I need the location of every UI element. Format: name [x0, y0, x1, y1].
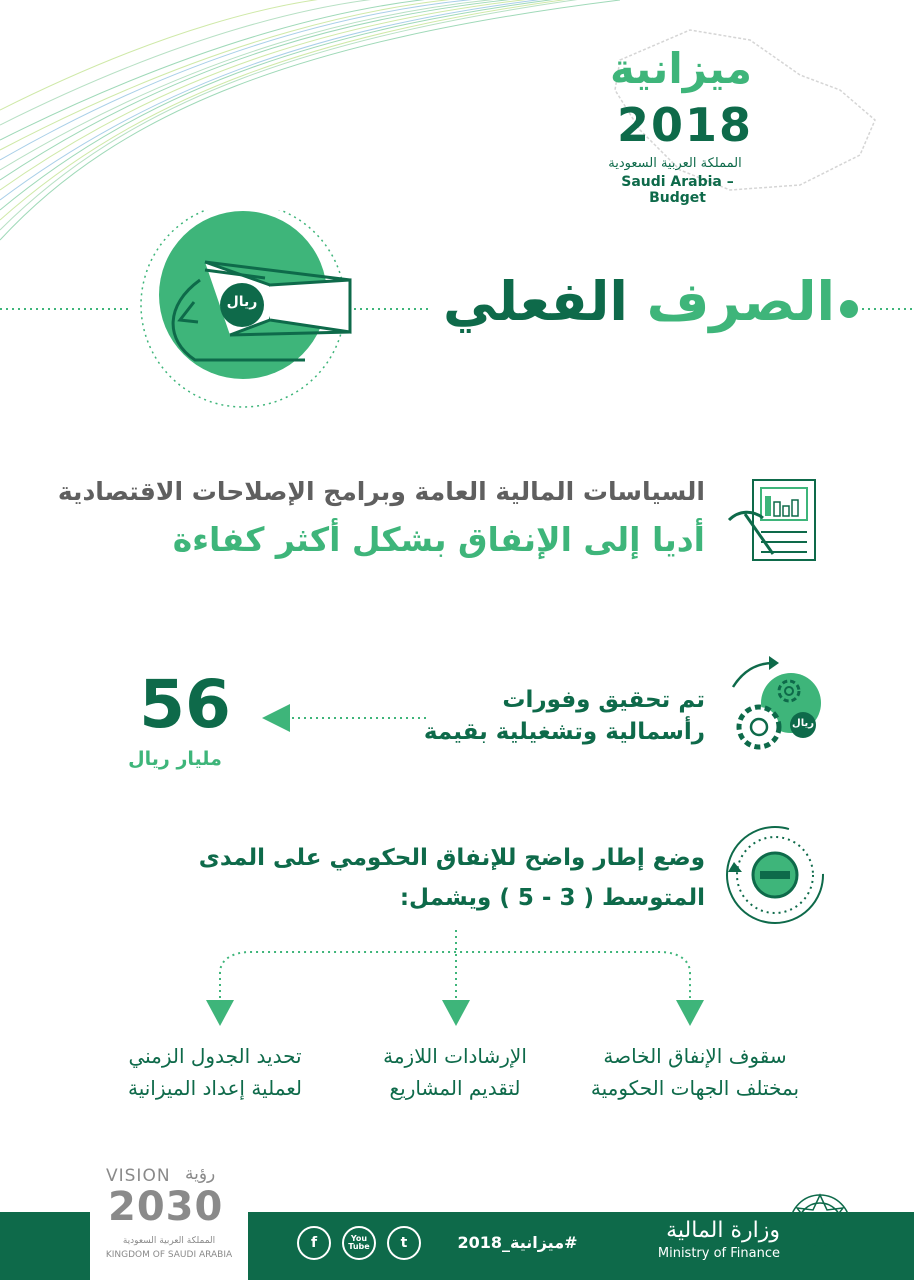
budget-logo-year: 2018	[616, 98, 754, 152]
budget-logo-country-en: Saudi Arabia – Budget	[621, 174, 734, 206]
twitter-icon[interactable]: t	[387, 1226, 421, 1260]
vision-2030-logo	[90, 1160, 248, 1280]
section3-line1: وضع إطار واضح للإنفاق الحكومي على المدى	[198, 845, 705, 871]
ministry-emblem-icon	[785, 1190, 855, 1260]
section1-line1: السياسات المالية العامة وبرامج الإصلاحات الاقتصادية	[57, 477, 705, 506]
vision-kingdom-ar: المملكة العربية السعودية	[122, 1236, 216, 1246]
report-chart-icon	[725, 470, 825, 570]
section3-text	[170, 838, 705, 918]
list-item-spending-ceilings: سقوف الإنفاق الخاصة بمختلف الجهات الحكومية	[590, 1044, 800, 1100]
coin-label: ريال	[226, 294, 258, 310]
page-title	[440, 270, 835, 333]
budget-logo-country-ar: المملكة العربية السعودية	[608, 156, 742, 171]
facebook-icon[interactable]: f	[297, 1226, 331, 1260]
vision-kingdom-en: KINGDOM OF SAUDI ARABIA	[105, 1250, 233, 1260]
hand-coin-icon	[120, 210, 420, 420]
gears-icon	[725, 655, 825, 765]
savings-value: 56	[139, 666, 231, 743]
section1-line2: أديا إلى الإنفاق بشكل أكثر كفاءة	[172, 520, 705, 559]
section2-line2: رأسمالية وتشغيلية بقيمة	[423, 719, 705, 745]
hashtag[interactable]: #ميزانية_2018	[457, 1233, 578, 1252]
budget-logo-word: ميزانية	[609, 44, 752, 93]
list-item-budget-timeline: تحديد الجدول الزمني لعملية إعداد الميزانية	[127, 1044, 302, 1100]
section2-text	[400, 684, 705, 748]
title-part-light: الصرف	[646, 270, 835, 333]
vision-en: VISION	[106, 1166, 171, 1186]
section3-line2: المتوسط ( 3 - 5 ) ويشمل:	[399, 885, 705, 911]
section2-line1: تم تحقيق وفورات	[502, 687, 705, 713]
tree-connector	[190, 928, 730, 1033]
ministry-name-ar: وزارة المالية	[666, 1218, 780, 1243]
gear-coin-label: ريال	[792, 718, 814, 729]
title-part-dark: الفعلي	[443, 270, 628, 333]
arrow-dotted-left	[260, 700, 430, 736]
vision-year: 2030	[108, 1184, 224, 1230]
vision-ar: رؤية	[185, 1164, 216, 1184]
cycle-minus-icon	[720, 820, 830, 930]
youtube-icon[interactable]: You Tube	[342, 1226, 376, 1260]
list-item-project-guidelines: الإرشادات اللازمة لتقديم المشاريع	[383, 1044, 527, 1100]
savings-unit: مليار ريال	[128, 748, 222, 770]
ministry-name-en: Ministry of Finance	[657, 1246, 780, 1261]
